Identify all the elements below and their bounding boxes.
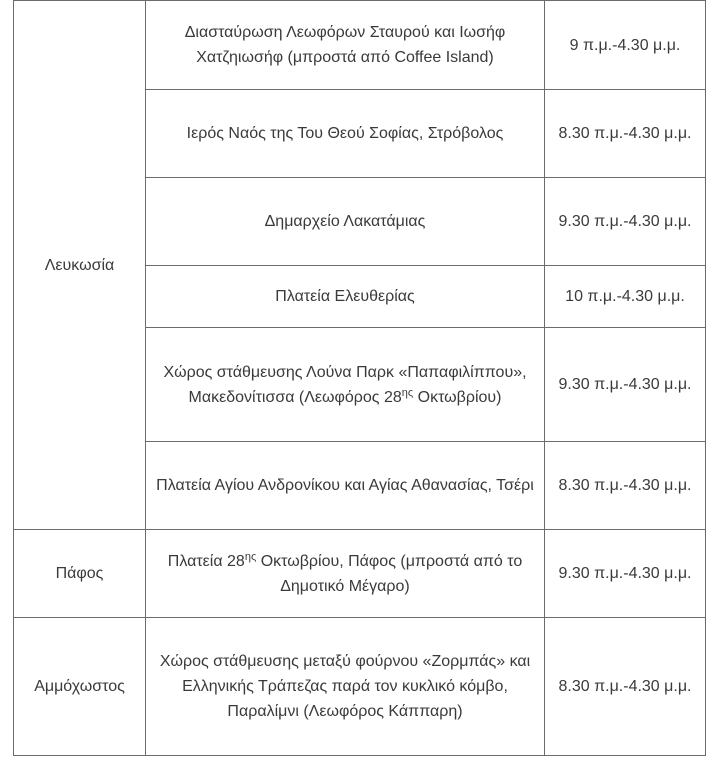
location-cell: Πλατεία Ελευθερίας	[146, 266, 545, 328]
hours-cell: 10 π.μ.-4.30 μ.μ.	[545, 266, 706, 328]
location-text: Χώρος στάθμευσης Λούνα Παρκ «Παπαφιλίππου», Μακεδονίτισσα (Λεωφόρος 28	[163, 363, 527, 406]
location-cell: Πλατεία Αγίου Ανδρονίκου και Αγίας Αθανασίας, Τσέρι	[146, 442, 545, 530]
hours-cell: 8.30 π.μ.-4.30 μ.μ.	[545, 90, 706, 178]
hours-cell: 9.30 π.μ.-4.30 μ.μ.	[545, 328, 706, 442]
locations-table	[13, 0, 706, 756]
location-text: Οκτωβρίου)	[413, 388, 502, 406]
district-cell: Λευκωσία	[14, 1, 146, 530]
table-row	[14, 618, 706, 756]
location-text: Οκτωβρίου, Πάφος (μπροστά από το Δημοτικό Μέγαρο)	[256, 552, 523, 595]
hours-cell: 9.30 π.μ.-4.30 μ.μ.	[545, 530, 706, 618]
district-cell: Πάφος	[14, 530, 146, 618]
table-row	[14, 530, 706, 618]
hours-cell: 9.30 π.μ.-4.30 μ.μ.	[545, 178, 706, 266]
location-text: Πλατεία 28	[167, 552, 245, 570]
location-cell	[146, 530, 545, 618]
district-cell: Αμμόχωστος	[14, 618, 146, 756]
hours-cell: 9 π.μ.-4.30 μ.μ.	[545, 1, 706, 90]
ordinal-suffix: ης	[244, 550, 257, 563]
location-cell	[146, 328, 545, 442]
hours-cell: 8.30 π.μ.-4.30 μ.μ.	[545, 618, 706, 756]
ordinal-suffix: ης	[401, 386, 414, 399]
location-cell: Δημαρχείο Λακατάμιας	[146, 178, 545, 266]
location-cell: Διασταύρωση Λεωφόρων Σταυρού και Ιωσήφ Χατζηιωσήφ (μπροστά από Coffee Island)	[146, 1, 545, 90]
location-cell: Ιερός Ναός της Του Θεού Σοφίας, Στρόβολος	[146, 90, 545, 178]
table-row	[14, 1, 706, 90]
hours-cell: 8.30 π.μ.-4.30 μ.μ.	[545, 442, 706, 530]
location-cell: Χώρος στάθμευσης μεταξύ φούρνου «Ζορμπάς» και Ελληνικής Τράπεζας παρά τον κυκλικό κόμβο, Παραλίμνι (Λεωφόρος Κάππαρη)	[146, 618, 545, 756]
